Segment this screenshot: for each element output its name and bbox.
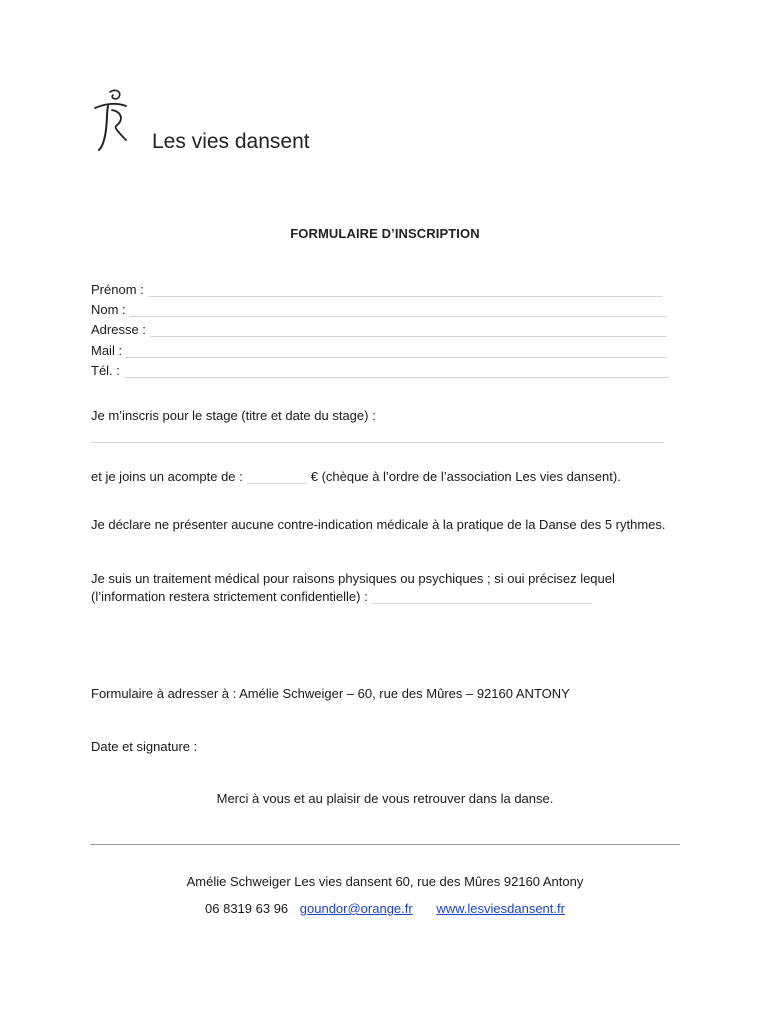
- traitement-label: (l’information restera strictement confidentielle) :: [91, 589, 368, 604]
- dancer-figure-icon: [86, 86, 150, 158]
- declaration-text: Je déclare ne présenter aucune contre-indication médicale à la pratique de la Danse des 5 rythmes.: [91, 517, 666, 532]
- traitement-field[interactable]: [372, 591, 592, 604]
- acompte-suffix: € (chèque à l’ordre de l’association Les vies dansent).: [310, 469, 621, 484]
- stage-input-line[interactable]: [91, 441, 664, 443]
- logo: [86, 86, 346, 166]
- traitement-line1: Je suis un traitement médical pour raisons physiques ou psychiques ; si oui précisez lequel: [91, 571, 615, 586]
- footer-phone: 06 8319 63 96: [205, 901, 289, 916]
- field-prenom[interactable]: [91, 279, 663, 297]
- field-label: Prénom :: [91, 282, 144, 297]
- field-adresse[interactable]: [91, 319, 667, 337]
- thank-you-message: Merci à vous et au plaisir de vous retrouver dans la danse.: [216, 791, 554, 806]
- field-label: Nom :: [91, 302, 126, 317]
- footer-divider: [90, 844, 680, 845]
- acompte-line: [91, 469, 621, 484]
- field-line: [148, 284, 663, 297]
- acompte-prefix: et je joins un acompte de :: [91, 469, 243, 484]
- field-line: [130, 304, 667, 317]
- date-signature-label: Date et signature :: [91, 739, 198, 754]
- field-label: Adresse :: [91, 322, 146, 337]
- footer-contact-line: Amélie Schweiger Les vies dansent 60, rue des Mûres 92160 Antony: [186, 874, 584, 889]
- field-mail[interactable]: [91, 340, 667, 358]
- traitement-line2: [91, 589, 592, 604]
- field-line: [124, 365, 669, 378]
- mailing-address: Formulaire à adresser à : Amélie Schweiger – 60, rue des Mûres – 92160 ANTONY: [91, 686, 570, 701]
- footer-links-line: [0, 901, 770, 916]
- stage-label: Je m’inscris pour le stage (titre et date du stage) :: [91, 408, 376, 423]
- logo-text: Les vies dansent: [152, 130, 310, 153]
- acompte-amount-field[interactable]: [247, 471, 307, 484]
- field-label: Mail :: [91, 343, 123, 358]
- footer-website-link[interactable]: www.lesviesdansent.fr: [436, 901, 565, 916]
- footer-email-link[interactable]: goundor@orange.fr: [299, 901, 413, 916]
- field-line: [150, 324, 667, 337]
- field-line: [126, 345, 667, 358]
- field-label: Tél. :: [91, 363, 120, 378]
- field-nom[interactable]: [91, 299, 667, 317]
- field-tel[interactable]: [91, 360, 669, 378]
- form-title: FORMULAIRE D’INSCRIPTION: [290, 226, 480, 241]
